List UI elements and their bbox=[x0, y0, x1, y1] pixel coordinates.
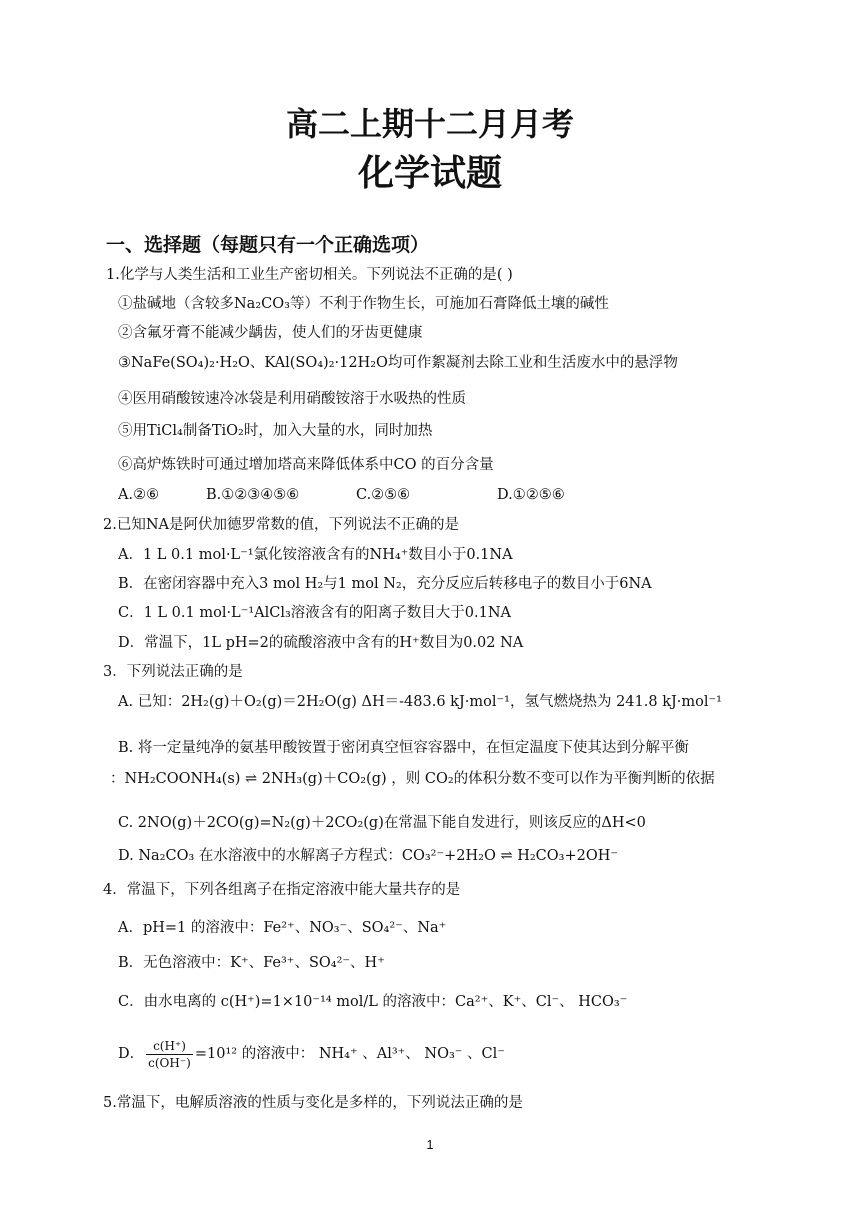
question-3-option-a: A. 已知：2H₂(g)＋O₂(g)＝2H₂O(g) ΔH＝-483.6 kJ·mol⁻¹，氢气燃烧热为 241.8 kJ·mol⁻¹ bbox=[118, 694, 722, 710]
question-4-option-d-suffix: =10¹² 的溶液中： NH₄⁺ 、Al³⁺、 NO₃⁻ 、Cl⁻ bbox=[194, 1046, 505, 1062]
question-1-item-6: ⑥高炉炼铁时可通过增加塔高来降低体系中CO 的百分含量 bbox=[118, 457, 494, 473]
question-1-option-a: A.②⑥ bbox=[118, 487, 160, 503]
question-3-stem: 3．下列说法正确的是 bbox=[103, 664, 243, 680]
question-1-item-2: ②含氟牙膏不能减少龋齿，使人们的牙齿更健康 bbox=[118, 325, 423, 341]
concentration-ratio-fraction bbox=[146, 1038, 193, 1071]
title-line-2: 化学试题 bbox=[357, 153, 502, 194]
question-4-stem: 4．常温下，下列各组离子在指定溶液中能大量共存的是 bbox=[103, 882, 461, 898]
question-1-item-5: ⑤用TiCl₄制备TiO₂时，加入大量的水，同时加热 bbox=[118, 423, 433, 439]
question-1-option-c: C.②⑤⑥ bbox=[356, 487, 411, 503]
question-2-option-a: A．1 L 0.1 mol·L⁻¹氯化铵溶液含有的NH₄⁺数目小于0.1NA bbox=[118, 547, 513, 563]
question-1-item-3: ③NaFe(SO₄)₂·H₂O、KAl(SO₄)₂·12H₂O均可作絮凝剂去除工业和生活废水中的悬浮物 bbox=[118, 355, 678, 371]
question-3-option-c: C. 2NO(g)＋2CO(g)=N₂(g)＋2CO₂(g)在常温下能自发进行，则该反应的ΔH<0 bbox=[118, 815, 646, 831]
question-3-option-b-line-2: ：NH₂COONH₄(s) ⇌ 2NH₃(g)＋CO₂(g) ，则 CO₂的体积分数不变可以作为平衡判断的依据 bbox=[110, 771, 715, 787]
question-4-option-a: A．pH=1 的溶液中：Fe²⁺、NO₃⁻、SO₄²⁻、Na⁺ bbox=[118, 920, 447, 936]
question-4-option-c: C．由水电离的 c(H⁺)=1×10⁻¹⁴ mol/L 的溶液中：Ca²⁺、K⁺、Cl⁻、 HCO₃⁻ bbox=[118, 994, 628, 1010]
question-2-option-c: C．1 L 0.1 mol·L⁻¹AlCl₃溶液含有的阳离子数目大于0.1NA bbox=[118, 605, 512, 621]
section-heading: 一、选择题（每题只有一个正确选项） bbox=[106, 234, 430, 256]
fraction-denominator: c(OH⁻) bbox=[148, 1055, 191, 1070]
question-3-option-b-line-1: B. 将一定量纯净的氨基甲酸铵置于密闭真空恒容容器中，在恒定温度下使其达到分解平衡 bbox=[118, 740, 689, 756]
question-4-option-d bbox=[118, 1036, 505, 1072]
question-1-option-b: B.①②③④⑤⑥ bbox=[206, 487, 300, 503]
question-2-option-b: B．在密闭容器中充入3 mol H₂与1 mol N₂，充分反应后转移电子的数目小于6NA bbox=[118, 576, 652, 592]
question-1-stem: 1.化学与人类生活和工业生产密切相关。下列说法不正确的是( ) bbox=[106, 267, 513, 283]
question-1-option-d: D.①②⑤⑥ bbox=[497, 487, 565, 503]
question-2-stem: 2.已知NA是阿伏加德罗常数的值，下列说法不正确的是 bbox=[103, 517, 459, 533]
page-number: 1 bbox=[426, 1137, 434, 1152]
fraction-numerator: c(H⁺) bbox=[146, 1038, 193, 1055]
question-1-item-1: ①盐碱地（含较多Na₂CO₃等）不利于作物生长，可施加石膏降低土壤的碱性 bbox=[118, 296, 609, 312]
question-4-option-d-prefix: D． bbox=[118, 1046, 145, 1062]
question-4-option-b: B．无色溶液中：K⁺、Fe³⁺、SO₄²⁻、H⁺ bbox=[118, 955, 385, 971]
question-3-option-d: D. Na₂CO₃ 在水溶液中的水解离子方程式：CO₃²⁻+2H₂O ⇌ H₂CO₃+2OH⁻ bbox=[118, 848, 619, 864]
question-1-item-4: ④医用硝酸铵速冷冰袋是利用硝酸铵溶于水吸热的性质 bbox=[118, 391, 466, 407]
question-5-stem: 5.常温下，电解质溶液的性质与变化是多样的，下列说法正确的是 bbox=[103, 1095, 523, 1111]
title-line-1: 高二上期十二月月考 bbox=[285, 105, 574, 143]
question-2-option-d: D．常温下，1L pH=2的硫酸溶液中含有的H⁺数目为0.02 NA bbox=[118, 635, 524, 651]
